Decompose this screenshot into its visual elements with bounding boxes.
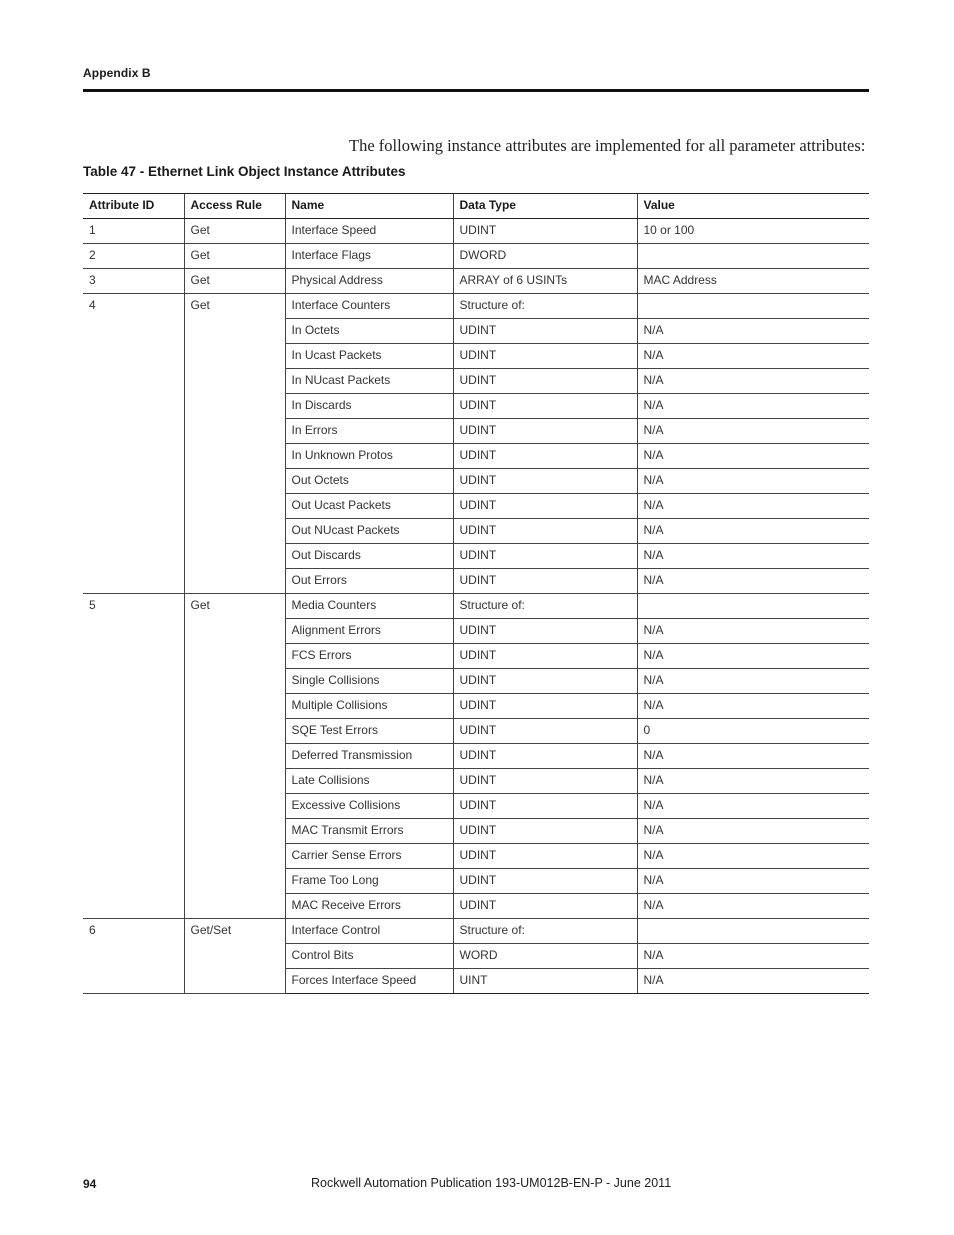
name-cell: In Unknown Protos [285, 444, 453, 469]
data-type-cell: UINT [453, 969, 637, 994]
name-cell: Alignment Errors [285, 619, 453, 644]
attribute-id-cell: 1 [83, 219, 184, 244]
access-rule-cell: Get [184, 219, 285, 244]
value-cell [637, 594, 869, 619]
name-cell: Interface Flags [285, 244, 453, 269]
value-cell: N/A [637, 569, 869, 594]
data-type-cell: UDINT [453, 869, 637, 894]
attribute-id-cell: 6 [83, 919, 184, 994]
value-cell: 0 [637, 719, 869, 744]
data-type-cell: UDINT [453, 519, 637, 544]
access-rule-cell: Get [184, 269, 285, 294]
value-cell: N/A [637, 394, 869, 419]
data-type-cell: UDINT [453, 794, 637, 819]
data-type-cell: UDINT [453, 844, 637, 869]
data-type-cell: UDINT [453, 544, 637, 569]
data-type-cell: UDINT [453, 444, 637, 469]
value-cell: N/A [637, 494, 869, 519]
name-cell: Out Ucast Packets [285, 494, 453, 519]
table-body [83, 219, 869, 994]
data-type-cell: ARRAY of 6 USINTs [453, 269, 637, 294]
name-cell: MAC Transmit Errors [285, 819, 453, 844]
value-cell: N/A [637, 319, 869, 344]
name-cell: In Ucast Packets [285, 344, 453, 369]
name-cell: Forces Interface Speed [285, 969, 453, 994]
data-type-cell: UDINT [453, 469, 637, 494]
name-cell: Deferred Transmission [285, 744, 453, 769]
value-cell: N/A [637, 669, 869, 694]
data-type-cell: UDINT [453, 819, 637, 844]
value-cell: N/A [637, 694, 869, 719]
column-header-name: Name [285, 194, 453, 219]
value-cell: 10 or 100 [637, 219, 869, 244]
value-cell: N/A [637, 419, 869, 444]
attribute-id-cell: 3 [83, 269, 184, 294]
value-cell: MAC Address [637, 269, 869, 294]
column-header-attribute-id: Attribute ID [83, 194, 184, 219]
column-header-value: Value [637, 194, 869, 219]
access-rule-cell: Get/Set [184, 919, 285, 994]
value-cell: N/A [637, 769, 869, 794]
value-cell: N/A [637, 644, 869, 669]
value-cell: N/A [637, 819, 869, 844]
access-rule-cell: Get [184, 594, 285, 919]
table-row [83, 269, 869, 294]
header-rule [83, 89, 869, 92]
name-cell: Media Counters [285, 594, 453, 619]
column-header-data-type: Data Type [453, 194, 637, 219]
table-row [83, 244, 869, 269]
name-cell: In Errors [285, 419, 453, 444]
attribute-id-cell: 2 [83, 244, 184, 269]
value-cell: N/A [637, 744, 869, 769]
name-cell: Control Bits [285, 944, 453, 969]
data-type-cell: DWORD [453, 244, 637, 269]
name-cell: Single Collisions [285, 669, 453, 694]
data-type-cell: UDINT [453, 894, 637, 919]
value-cell: N/A [637, 519, 869, 544]
value-cell: N/A [637, 969, 869, 994]
table-header-row [83, 194, 869, 219]
attribute-id-cell: 4 [83, 294, 184, 594]
attribute-id-cell: 5 [83, 594, 184, 919]
name-cell: Interface Counters [285, 294, 453, 319]
page-number: 94 [83, 1177, 97, 1191]
name-cell: Frame Too Long [285, 869, 453, 894]
table-row [83, 594, 869, 619]
table-caption: Table 47 - Ethernet Link Object Instance Attributes [83, 164, 406, 179]
data-type-cell: UDINT [453, 394, 637, 419]
data-type-cell: Structure of: [453, 294, 637, 319]
data-type-cell: UDINT [453, 769, 637, 794]
section-label: Appendix B [83, 66, 151, 80]
data-type-cell: UDINT [453, 219, 637, 244]
data-type-cell: UDINT [453, 369, 637, 394]
value-cell: N/A [637, 794, 869, 819]
name-cell: In Discards [285, 394, 453, 419]
name-cell: Out Discards [285, 544, 453, 569]
value-cell: N/A [637, 944, 869, 969]
value-cell: N/A [637, 894, 869, 919]
name-cell: In NUcast Packets [285, 369, 453, 394]
name-cell: Out Octets [285, 469, 453, 494]
name-cell: SQE Test Errors [285, 719, 453, 744]
value-cell: N/A [637, 344, 869, 369]
table-row [83, 219, 869, 244]
data-type-cell: UDINT [453, 419, 637, 444]
name-cell: MAC Receive Errors [285, 894, 453, 919]
name-cell: Excessive Collisions [285, 794, 453, 819]
value-cell: N/A [637, 444, 869, 469]
data-type-cell: WORD [453, 944, 637, 969]
name-cell: FCS Errors [285, 644, 453, 669]
data-type-cell: Structure of: [453, 919, 637, 944]
name-cell: Interface Speed [285, 219, 453, 244]
data-type-cell: UDINT [453, 719, 637, 744]
name-cell: In Octets [285, 319, 453, 344]
value-cell [637, 244, 869, 269]
value-cell: N/A [637, 544, 869, 569]
value-cell: N/A [637, 369, 869, 394]
data-type-cell: UDINT [453, 619, 637, 644]
data-type-cell: Structure of: [453, 594, 637, 619]
data-type-cell: UDINT [453, 569, 637, 594]
data-type-cell: UDINT [453, 494, 637, 519]
data-type-cell: UDINT [453, 644, 637, 669]
name-cell: Multiple Collisions [285, 694, 453, 719]
data-type-cell: UDINT [453, 694, 637, 719]
value-cell: N/A [637, 844, 869, 869]
value-cell: N/A [637, 869, 869, 894]
ethernet-link-attributes-table [83, 193, 869, 994]
access-rule-cell: Get [184, 244, 285, 269]
publication-info: Rockwell Automation Publication 193-UM012B-EN-P - June 2011 [311, 1176, 672, 1190]
data-type-cell: UDINT [453, 669, 637, 694]
name-cell: Late Collisions [285, 769, 453, 794]
table-row [83, 294, 869, 319]
value-cell [637, 919, 869, 944]
name-cell: Interface Control [285, 919, 453, 944]
name-cell: Out Errors [285, 569, 453, 594]
data-type-cell: UDINT [453, 744, 637, 769]
access-rule-cell: Get [184, 294, 285, 594]
intro-text: The following instance attributes are implemented for all parameter attributes: [349, 136, 866, 155]
name-cell: Physical Address [285, 269, 453, 294]
value-cell [637, 294, 869, 319]
data-type-cell: UDINT [453, 319, 637, 344]
data-type-cell: UDINT [453, 344, 637, 369]
table-row [83, 919, 869, 944]
name-cell: Carrier Sense Errors [285, 844, 453, 869]
value-cell: N/A [637, 469, 869, 494]
value-cell: N/A [637, 619, 869, 644]
column-header-access-rule: Access Rule [184, 194, 285, 219]
name-cell: Out NUcast Packets [285, 519, 453, 544]
